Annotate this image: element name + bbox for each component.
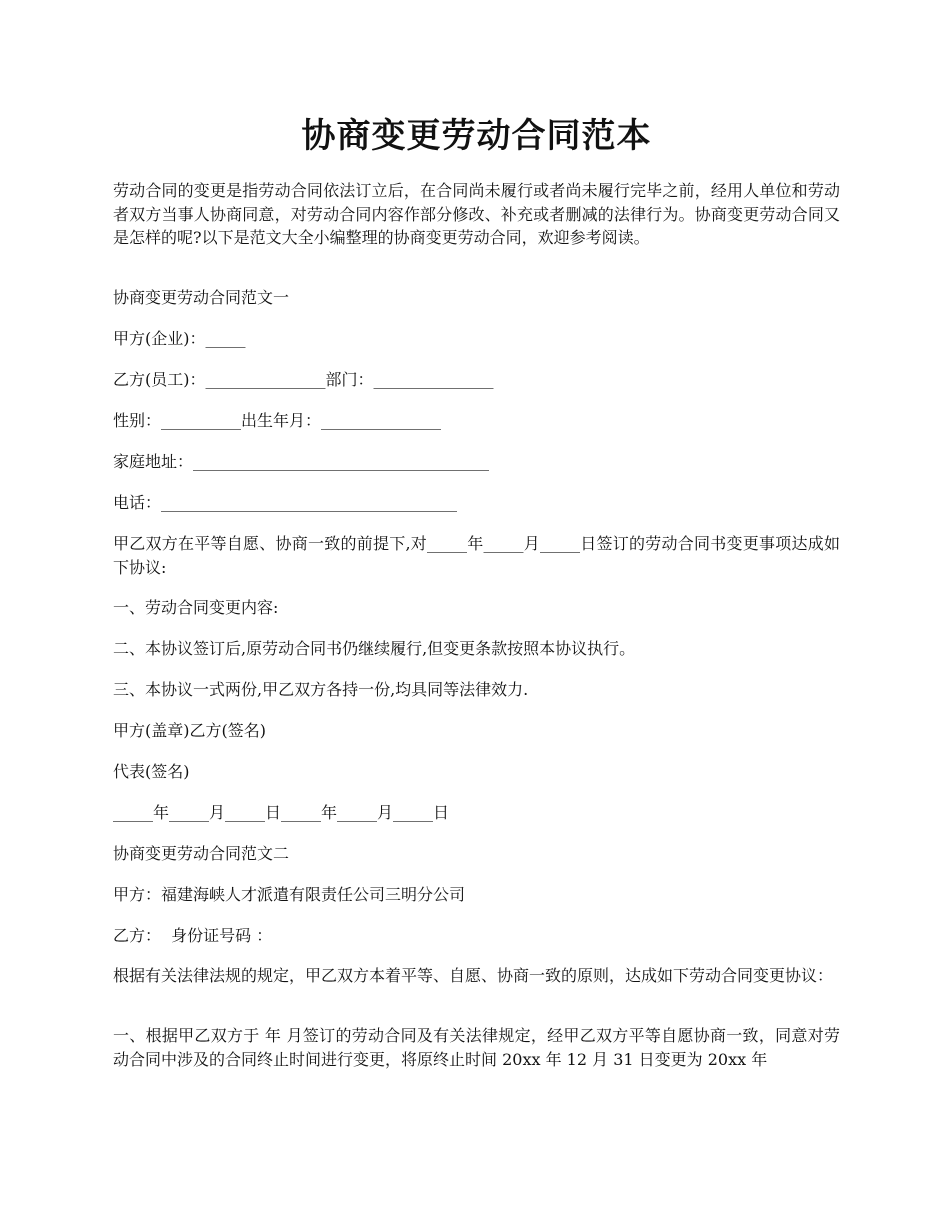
sample1-clause-2: 二、本协议签订后,原劳动合同书仍继续履行,但变更条款按照本协议执行。 bbox=[113, 639, 636, 658]
party-a-field: 甲方(企业)：_____ bbox=[113, 329, 246, 348]
address-field: 家庭地址：_____________________________________ bbox=[113, 452, 490, 471]
sample2-clause-1: 一、根据甲乙双方于 年 月签订的劳动合同及有关法律规定，经甲乙双方平等自愿协商一致，同意对劳动合同中涉及的合同终止时间进行变更，将原终止时间 20xx 年 12 月 31 日变更为 20xx 年 bbox=[113, 1026, 840, 1069]
intro-paragraph: 劳动合同的变更是指劳动合同依法订立后，在合同尚未履行或者尚未履行完毕之前，经用人单位和劳动者双方当事人协商同意，对劳动合同内容作部分修改、补充或者删减的法律行为。协商变更劳动合同又是怎样的呢?以下是范文大全小编整理的协商变更劳动合同，欢迎参考阅读。 bbox=[113, 181, 840, 247]
sample1-preamble: 甲乙双方在平等自愿、协商一致的前提下,对_____年_____月_____日签订的劳动合同书变更事项达成如下协议: bbox=[113, 534, 840, 577]
signature-line: 甲方(盖章)乙方(签名) bbox=[113, 721, 266, 740]
sample2-party-b: 乙方： 身份证号码 ： bbox=[113, 926, 273, 945]
sample2-party-a: 甲方：福建海峡人才派遣有限责任公司三明分公司 bbox=[113, 885, 466, 904]
representative-line: 代表(签名) bbox=[113, 762, 190, 781]
sample2-preamble: 根据有关法律法规的规定，甲乙双方本着平等、自愿、协商一致的原则，达成如下劳动合同变更协议： bbox=[113, 966, 834, 985]
document-title: 协商变更劳动合同范本 bbox=[301, 116, 652, 156]
party-b-field: 乙方(员工)：_______________部门：_______________ bbox=[113, 370, 494, 389]
sample2-heading: 协商变更劳动合同范文二 bbox=[113, 844, 290, 863]
sample1-heading: 协商变更劳动合同范文一 bbox=[113, 288, 290, 307]
sample1-clause-1: 一、劳动合同变更内容: bbox=[113, 598, 279, 617]
sample1-clause-3: 三、本协议一式两份,甲乙双方各持一份,均具同等法律效力. bbox=[113, 680, 529, 699]
date-line: _____年_____月_____日_____年_____月_____日 bbox=[113, 803, 450, 822]
gender-birth-field: 性别：__________出生年月：_______________ bbox=[113, 411, 442, 430]
phone-field: 电话：_____________________________________ bbox=[113, 493, 458, 512]
